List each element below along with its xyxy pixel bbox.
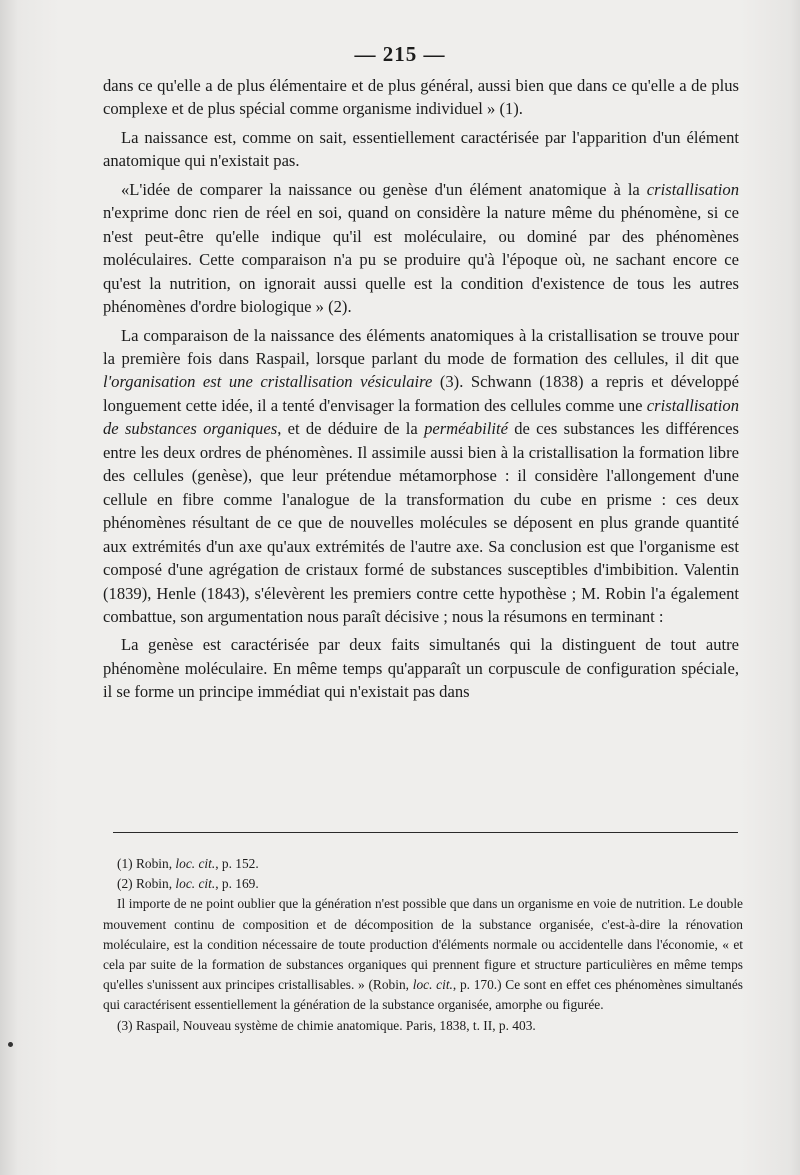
ink-dot	[8, 1042, 13, 1047]
footnote: Il importe de ne point oublier que la génération n'est possible que dans un organisme en voie de nutrition. Le double mouvement continu de composition et de décomposition de la substance organisée, c'est-à-dire la rénovation moléculaire, est la condition nécessaire de toute production d'éléments normale ou accidentelle dans l'économie, « et cela par suite de la formation de substances organiques qui prennent figure et structure particulières en même temps qu'elles s'unissent aux principes cristallisables. » (Robin, loc. cit., p. 170.) Ce sont en effet ces phénomènes simultanés qui caractérisent essentiellement la génération de la substance organisée, amorphe ou figurée.	[103, 896, 743, 1013]
main-text	[103, 74, 739, 704]
footnote: (2) Robin, loc. cit., p. 169.	[117, 876, 259, 892]
footnote-divider	[113, 832, 738, 833]
italic-term: cristallisation	[646, 179, 739, 199]
footnote: (3) Raspail, Nouveau système de chimie anatomique. Paris, 1838, t. II, p. 403.	[117, 1017, 536, 1033]
paragraph: «L'idée de comparer la naissance ou genèse d'un élément anatomique à la cristallisation n'exprime donc rien de réel en soi, quand on considère la nature même du phénomène, si ce n'est peut-être qu'elle indique qu'il est moléculaire, ou dominé par des phénomènes moléculaires. Cette comparaison n'a pu se produire qu'à l'époque où, ne sachant encore ce qu'est la nutrition, on ignorait aussi quelle est la condition d'existence de tous les autres phénomènes d'ordre biologique » (2).	[103, 179, 739, 317]
italic-term: cristallisation de substances organiques	[103, 395, 739, 439]
italic-term: l'organisation est une cristallisation vésiculaire	[103, 372, 433, 392]
footnotes	[103, 854, 743, 1036]
paragraph: La comparaison de la naissance des éléments anatomiques à la cristallisation se trouve pour la première fois dans Raspail, lorsque parlant du mode de formation des cellules, il dit que l'organisation est une cristallisation vésiculaire (3). Schwann (1838) a repris et développé longuement cette idée, il a tenté d'envisager la formation des cellules comme une cristallisation de substances organiques, et de déduire de la perméabilité de ces substances les différences entre les deux ordres de phénomènes. Il assimile aussi bien à la cristallisation la formation libre des cellules (genèse), que leur prétendue métamorphose : il considère l'allongement d'une cellule en fibre comme l'analogue de la transformation du cube en prisme : ces deux phénomènes résultant de ce que de nouvelles molécules se déposent en plus grande quantité aux extrémités d'un axe qu'aux extrémités de l'autre axe. Sa conclusion est que l'organisme est composé d'une agrégation de cristaux formé de substances susceptibles d'imbibition. Valentin (1839), Henle (1843), s'élevèrent les premiers contre cette hypothèse ; M. Robin l'a également combattue, son argumentation nous paraît décisive ; nous la résumons en terminant :	[103, 325, 739, 626]
paragraph: dans ce qu'elle a de plus élémentaire et de plus général, aussi bien que dans ce qu'elle a de plus complexe et de plus spécial comme organisme individuel » (1).	[103, 76, 739, 119]
italic-term: perméabilité	[424, 419, 508, 439]
page-number: — 215 —	[354, 42, 446, 66]
paragraph: La genèse est caractérisée par deux faits simultanés qui la distinguent de tout autre phénomène moléculaire. En même temps qu'apparaît un corpuscule de configuration spéciale, il se forme un principe immédiat qui n'existait pas dans	[103, 635, 739, 702]
paragraph: La naissance est, comme on sait, essentiellement caractérisée par l'apparition d'un élément anatomique qui n'existait pas.	[103, 127, 739, 171]
footnote: (1) Robin, loc. cit., p. 152.	[117, 856, 259, 871]
